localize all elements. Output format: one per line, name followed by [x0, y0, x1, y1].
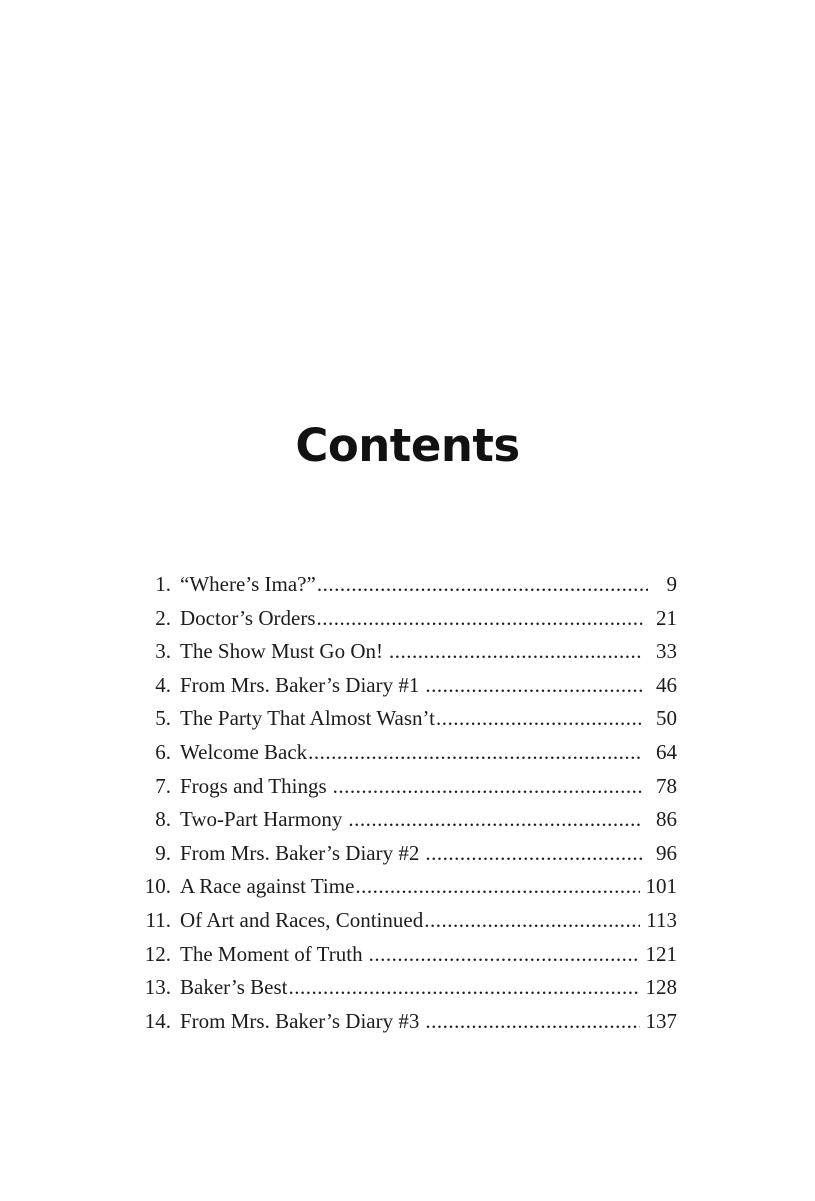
toc-entry[interactable]: [137, 669, 677, 703]
toc-entry-title: From Mrs. Baker’s Diary #3: [180, 1008, 420, 1033]
toc-entry-number: 8.: [155, 807, 171, 832]
toc-leader-dots: [424, 904, 640, 938]
toc-entry[interactable]: [137, 837, 677, 871]
toc-entry[interactable]: [137, 770, 677, 804]
toc-entry-page-number: 113: [646, 907, 677, 932]
toc-leader-dots: [317, 568, 648, 602]
toc-entry-title: Welcome Back: [180, 739, 308, 764]
toc-entry-page-number: 128: [645, 975, 677, 1000]
toc-entry-number: 4.: [155, 672, 171, 697]
toc-leader-dots: [317, 602, 644, 636]
toc-entry-number: 6.: [155, 739, 171, 764]
toc-leader-dots: [333, 770, 643, 804]
toc-entry-number: 1.: [155, 572, 171, 596]
toc-leader-dots: [369, 938, 640, 972]
toc-leader-dots: [289, 971, 640, 1005]
toc-entry-title: The Show Must Go On!: [180, 639, 383, 664]
toc-entry-page-number: 21: [656, 605, 677, 630]
toc-entry-page-number: 121: [645, 941, 677, 966]
toc-entry-page-number: 64: [656, 739, 677, 764]
toc-entry-title: From Mrs. Baker’s Diary #2: [180, 840, 420, 865]
toc-entry[interactable]: [137, 1005, 677, 1039]
toc-entry-page-number: 96: [656, 840, 677, 865]
toc-entry-page-number: 50: [656, 706, 677, 731]
toc-leader-dots: [436, 702, 643, 736]
toc-entry-number: 5.: [155, 706, 171, 731]
toc-entry[interactable]: [137, 938, 677, 972]
toc-entry-title: Doctor’s Orders: [180, 605, 316, 630]
toc-entry-page-number: 9: [666, 572, 677, 596]
toc-leader-dots: [425, 669, 643, 703]
toc-entry-title: The Moment of Truth: [180, 941, 363, 966]
toc-entry[interactable]: [137, 870, 677, 904]
toc-leader-dots: [425, 837, 643, 871]
toc-entry-number: 7.: [155, 773, 171, 798]
toc-entry-number: 13.: [144, 975, 171, 1000]
toc-entry-page-number: 86: [656, 807, 677, 832]
toc-entry-number: 9.: [155, 840, 171, 865]
table-of-contents: [137, 568, 677, 1038]
toc-entry-number: 10.: [144, 874, 171, 899]
toc-entry-number: 3.: [155, 639, 171, 664]
toc-entry-title: Of Art and Races, Continued: [180, 907, 424, 932]
toc-entry-page-number: 137: [645, 1008, 677, 1033]
toc-leader-dots: [348, 803, 643, 837]
toc-entry-number: 14.: [144, 1008, 171, 1033]
toc-entry-page-number: 33: [656, 639, 677, 664]
toc-entry-title: Two-Part Harmony: [180, 807, 343, 832]
toc-entry[interactable]: [137, 635, 677, 669]
toc-entry-page-number: 101: [645, 874, 677, 899]
toc-entry[interactable]: [137, 568, 677, 602]
toc-entry-title: “Where’s Ima?”: [180, 572, 316, 596]
toc-entry[interactable]: [137, 803, 677, 837]
toc-entry[interactable]: [137, 971, 677, 1005]
toc-entry-title: The Party That Almost Wasn’t: [180, 706, 435, 731]
toc-leader-dots: [308, 736, 643, 770]
toc-entry-number: 11.: [145, 907, 171, 932]
toc-entry[interactable]: [137, 602, 677, 636]
toc-leader-dots: [425, 1005, 639, 1039]
toc-entry-number: 2.: [155, 605, 171, 630]
toc-entry-title: A Race against Time: [180, 874, 355, 899]
toc-entry[interactable]: [137, 702, 677, 736]
toc-entry[interactable]: [137, 736, 677, 770]
toc-entry-page-number: 46: [656, 672, 677, 697]
toc-entry-title: From Mrs. Baker’s Diary #1: [180, 672, 420, 697]
toc-entry-title: Frogs and Things: [180, 773, 327, 798]
toc-entry-title: Baker’s Best: [180, 975, 288, 1000]
toc-entry-number: 12.: [144, 941, 171, 966]
toc-entry-page-number: 78: [656, 773, 677, 798]
toc-leader-dots: [355, 870, 639, 904]
toc-leader-dots: [389, 635, 643, 669]
toc-entry[interactable]: [137, 904, 677, 938]
page-title: Contents: [295, 419, 520, 472]
